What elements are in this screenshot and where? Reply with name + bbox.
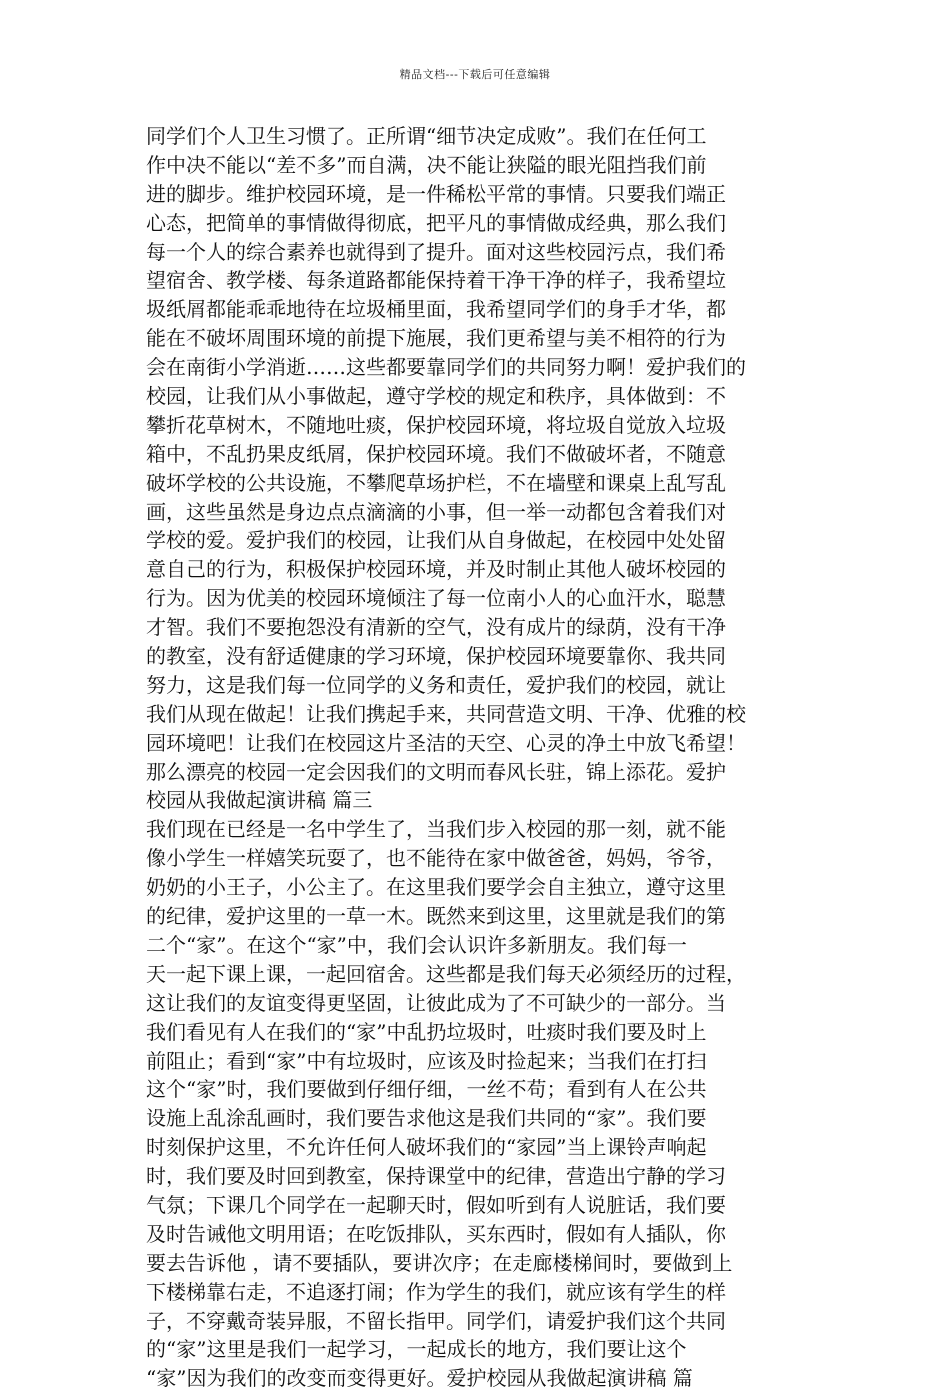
text-line: 我们从现在做起！让我们携起手来，共同营造文明、干净、优雅的校 (146, 701, 746, 726)
text-line: 这个“家”时，我们要做到仔细仔细，一丝不苟；看到有人在公共 (146, 1077, 707, 1102)
text-line: 前阻止；看到“家”中有垃圾时，应该及时捡起来；当我们在打扫 (146, 1048, 707, 1073)
text-line: 园环境吧！让我们在校园这片圣洁的天空、心灵的净土中放飞希望！ (146, 730, 746, 755)
text-line: 每一个人的综合素养也就得到了提升。面对这些校园污点，我们希 (146, 239, 726, 264)
text-line: 校园，让我们从小事做起，遵守学校的规定和秩序，具体做到：不 (146, 384, 726, 409)
text-line: 时，我们要及时回到教室，保持课堂中的纪律，营造出宁静的学习 (146, 1164, 726, 1189)
text-line: 像小学生一样嬉笑玩耍了，也不能待在家中做爸爸，妈妈，爷爷， (146, 846, 726, 871)
text-line: 的纪律，爱护这里的一草一木。既然来到这里，这里就是我们的第 (146, 904, 726, 929)
text-line: 作中决不能以“差不多”而自满，决不能让狭隘的眼光阻挡我们前 (146, 152, 707, 177)
text-line: 意自己的行为，积极保护校园环境，并及时制止其他人破坏校园的 (146, 557, 726, 582)
text-line: 那么漂亮的校园一定会因我们的文明而春风长驻，锦上添花。爱护 (146, 759, 726, 784)
page-header: 精品文档---下载后可任意编辑 (399, 68, 551, 81)
text-line: “家”因为我们的改变而变得更好。爱护校园从我做起演讲稿 篇 (146, 1366, 693, 1391)
text-line: 二个“家”。在这个“家”中，我们会认识许多新朋友。我们每一 (146, 932, 687, 957)
text-line: 这让我们的友谊变得更坚固，让彼此成为了不可缺少的一部分。当 (146, 990, 726, 1015)
text-line: 的“家”这里是我们一起学习，一起成长的地方，我们要让这个 (146, 1337, 687, 1362)
text-line: 学校的爱。爱护我们的校园，让我们从自身做起，在校园中处处留 (146, 528, 726, 553)
text-line: 望宿舍、教学楼、每条道路都能保持着干净干净的样子，我希望垃 (146, 268, 726, 293)
text-line: 气氛；下课几个同学在一起聊天时，假如听到有人说脏话，我们要 (146, 1192, 726, 1217)
text-line: 天一起下课上课，一起回宿舍。这些都是我们每天必须经历的过程， (146, 961, 746, 986)
text-line: 校园从我做起演讲稿 篇三 (146, 788, 373, 813)
text-line: 画，这些虽然是身边点点滴滴的小事，但一举一动都包含着我们对 (146, 499, 726, 524)
text-line: 能在不破坏周围环境的前提下施展，我们更希望与美不相符的行为 (146, 326, 726, 351)
text-line: 的教室，没有舒适健康的学习环境，保护校园环境要靠你、我共同 (146, 644, 726, 669)
text-line: 努力，这是我们每一位同学的义务和责任，爱护我们的校园，就让 (146, 672, 726, 697)
text-line: 奶奶的小王子，小公主了。在这里我们要学会自主独立，遵守这里 (146, 875, 726, 900)
text-line: 我们看见有人在我们的“家”中乱扔垃圾时，吐痰时我们要及时上 (146, 1019, 707, 1044)
text-line: 及时告诫他文明用语；在吃饭排队，买东西时，假如有人插队，你 (146, 1221, 726, 1246)
text-line: 时刻保护这里，不允许任何人破坏我们的“家园”当上课铃声响起 (146, 1135, 707, 1160)
text-line: 要去告诉他 ，请不要插队，要讲次序；在走廊楼梯间时，要做到上 (146, 1250, 733, 1275)
text-line: 会在南街小学消逝……这些都要靠同学们的共同努力啊！爱护我们的 (146, 355, 746, 380)
text-line: 才智。我们不要抱怨没有清新的空气，没有成片的绿荫，没有干净 (146, 615, 726, 640)
text-line: 子，不穿戴奇装异服，不留长指甲。同学们，请爱护我们这个共同 (146, 1308, 726, 1333)
text-line: 行为。因为优美的校园环境倾注了每一位南小人的心血汗水，聪慧 (146, 586, 726, 611)
text-line: 设施上乱涂乱画时，我们要告求他这是我们共同的“家”。我们要 (146, 1106, 707, 1131)
text-line: 圾纸屑都能乖乖地待在垃圾桶里面，我希望同学们的身手才华，都 (146, 297, 726, 322)
body-text (146, 122, 814, 1393)
text-line: 我们现在已经是一名中学生了，当我们步入校园的那一刻，就不能 (146, 817, 726, 842)
text-line: 箱中，不乱扔果皮纸屑，保护校园环境。我们不做破坏者，不随意 (146, 441, 726, 466)
text-line: 心态，把简单的事情做得彻底，把平凡的事情做成经典，那么我们 (146, 210, 726, 235)
text-line: 破坏学校的公共设施，不攀爬草场护栏，不在墙壁和课桌上乱写乱 (146, 470, 726, 495)
text-line: 攀折花草树木，不随地吐痰，保护校园环境，将垃圾自觉放入垃圾 (146, 412, 726, 437)
text-line: 进的脚步。维护校园环境，是一件稀松平常的事情。只要我们端正 (146, 181, 726, 206)
text-line: 同学们个人卫生习惯了。正所谓“细节决定成败”。我们在任何工 (146, 124, 707, 148)
text-line: 下楼梯靠右走，不追逐打闹；作为学生的我们，就应该有学生的样 (146, 1279, 726, 1304)
